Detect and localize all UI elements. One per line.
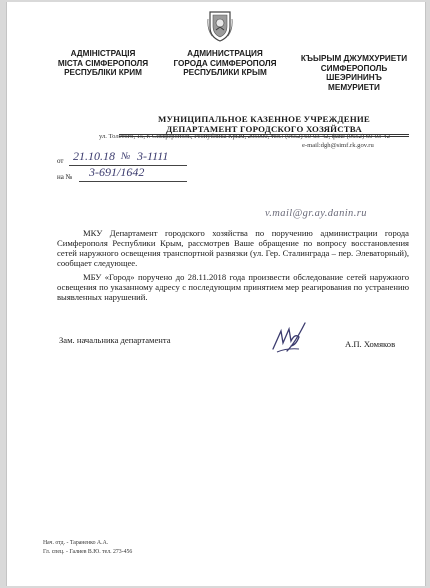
body-paragraph	[57, 272, 409, 302]
reference-line	[79, 181, 187, 182]
handwritten-number-prefix: №	[121, 151, 131, 162]
handwritten-reference-number: 3-691/1642	[89, 165, 145, 179]
reference-prefix: на №	[57, 173, 73, 181]
header-right-line: МЕМУРИЕТИ	[328, 82, 380, 92]
body-paragraph	[57, 228, 409, 268]
header-center-line: РЕСПУБЛИКИ КРЫМ	[183, 68, 267, 78]
signatory-position: Зам. начальника департамента	[59, 335, 171, 345]
header-ukrainian-name	[47, 49, 159, 78]
header-right-line: СИМФЕРОПОЛЬ	[320, 63, 388, 73]
executor-line: Нач. отд. - Тараненко А.А.	[43, 540, 109, 546]
date-prefix: от	[57, 157, 64, 165]
body-paragraph-text: МБУ «Город» поручено до 28.11.2018 года произвести обследование сетей наружного освещения по указанному адресу с последующим принятием мер реагирования по устранению выявленных нарушений.	[57, 272, 409, 302]
letter-page	[6, 2, 426, 586]
executor-line: Гл. спец. - Галиев В.Ю. тел. 273-456	[43, 549, 133, 555]
handwritten-date: 21.10.18	[73, 149, 115, 163]
header-left-line: АДМІНІСТРАЦІЯ	[70, 49, 136, 58]
body-paragraph-text: МКУ Департамент городского хозяйства по поручению администрации города Симферополя Республики Крым, рассмотрев Ваше обращение по вопросу восстановления сетей наружного освещения транспортной развязки (ул. Гер. Сталинграда – пер. Элеваторный), сообщает следующее.	[57, 228, 409, 268]
header-russian-name	[169, 49, 281, 78]
header-left-line: МІСТА СІМФЕРОПОЛЯ	[57, 58, 149, 68]
organization-subtitle: ДЕПАРТАМЕНТ ГОРОДСКОГО ХОЗЯЙСТВА	[166, 124, 362, 134]
header-center-line: ГОРОДА СИМФЕРОПОЛЯ	[173, 58, 277, 68]
organization-address: ул. Толстого, 15, г. Симферополь, Республика Крым, 295000, тел.: (0652) 60-03-42, факс (0652) 60-03-42	[99, 133, 390, 140]
crimea-coat-of-arms-icon	[207, 9, 233, 42]
addressee-email: v.mail@gr.ay.danin.ru	[265, 208, 367, 219]
organization-title: МУНИЦИПАЛЬНОЕ КАЗЕННОЕ УЧРЕЖДЕНИЕ	[158, 114, 370, 124]
handwritten-number: 3-1111	[137, 149, 169, 163]
signatory-name: А.П. Хомяков	[345, 339, 396, 349]
header-right-line: КЪЫРЫМ ДЖУМХУРИЕТИ	[300, 54, 408, 63]
header-right-line: ШЕЭРИНИНЪ	[326, 73, 382, 83]
handwritten-signature	[269, 319, 311, 357]
header-center-line: АДМИНИСТРАЦИЯ	[187, 49, 263, 58]
header-left-line: РЕСПУБЛІКИ КРИМ	[64, 68, 142, 78]
organization-email: e-mail:dgh@simf.rk.gov.ru	[302, 142, 374, 149]
header-crimean-tatar-name	[295, 54, 413, 92]
